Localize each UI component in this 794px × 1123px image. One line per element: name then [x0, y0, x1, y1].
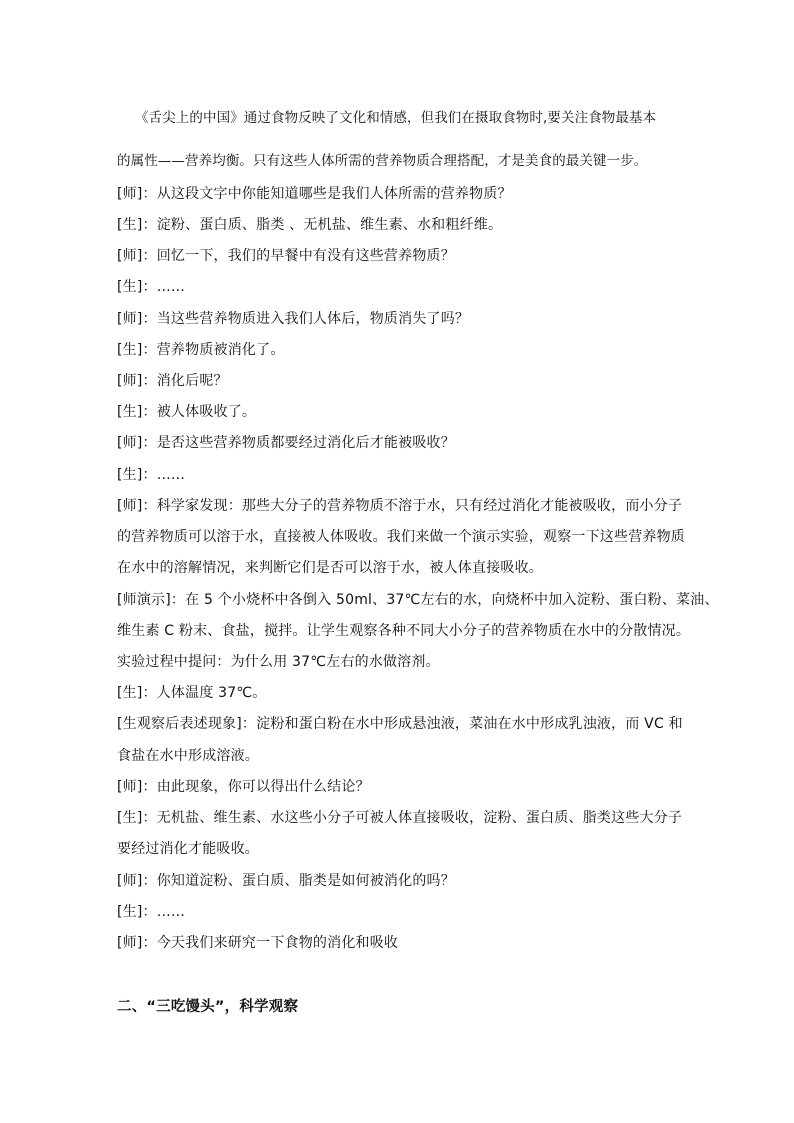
- dialogue-line: 的营养物质可以溶于水，直接被人体吸收。我们来做一个演示实验，观察一下这些营养物质: [117, 529, 685, 545]
- dialogue-line: [生观察后表述现象]：淀粉和蛋白粉在水中形成悬浊液，菜油在水中形成乳浊液，而 VC 和: [117, 716, 683, 732]
- dialogue-line: [生]：营养物质被消化了。: [117, 342, 285, 358]
- dialogue-line: [生]：人体温度 37℃。: [117, 685, 267, 701]
- dialogue-line: 在水中的溶解情况，来判断它们是否可以溶于水，被人体直接吸收。: [117, 560, 543, 576]
- dialogue-line: [师]：回忆一下，我们的早餐中有没有这些营养物质？: [117, 248, 455, 264]
- dialogue-line: [师]：消化后呢？: [117, 373, 228, 389]
- intro-paragraph-line: 《舌尖上的中国》通过食物反映了文化和情感，但我们在摄取食物时,要关注食物最基本: [135, 110, 657, 126]
- dialogue-line: [生]：……: [117, 279, 186, 295]
- dialogue-line: [师]：由此现象，你可以得出什么结论？: [117, 779, 370, 795]
- dialogue-line: [生]：……: [117, 904, 186, 920]
- dialogue-line: [生]：……: [117, 467, 186, 483]
- dialogue-line: [师]：你知道淀粉、蛋白质、脂类是如何被消化的吗？: [117, 873, 455, 889]
- intro-paragraph-line: 的属性——营养均衡。只有这些人体所需的营养物质合理搭配，才是美食的最关键一步。: [117, 153, 648, 169]
- dialogue-line: [师]：从这段文字中你能知道哪些是我们人体所需的营养物质？: [117, 186, 512, 202]
- dialogue-line: [师]：当这些营养物质进入我们人体后，物质消失了吗？: [117, 311, 470, 327]
- section-heading: 二、“三吃馒头”，科学观察: [117, 999, 299, 1015]
- dialogue-line: 实验过程中提问：为什么用 37℃左右的水做溶剂。: [117, 654, 440, 670]
- dialogue-line: [师]：是否这些营养物质都要经过消化后才能被吸收？: [117, 435, 455, 451]
- dialogue-line: [师演示]：在 5 个小烧杯中各倒入 50ml、37℃左右的水，向烧杯中加入淀粉、蛋白粉、菜油、: [117, 592, 719, 608]
- dialogue-line: [生]：被人体吸收了。: [117, 404, 257, 420]
- dialogue-line: [师]：科学家发现：那些大分子的营养物质不溶于水，只有经过消化才能被吸收，而小分子: [117, 498, 683, 514]
- dialogue-line: [师]：今天我们来研究一下食物的消化和吸收: [117, 935, 399, 951]
- dialogue-line: [生]：淀粉、蛋白质、脂类 、无机盐、维生素、水和粗纤维。: [117, 217, 503, 233]
- dialogue-line: 食盐在水中形成溶液。: [117, 748, 259, 764]
- dialogue-line: 维生素 C 粉末、食盐，搅拌。让学生观察各种不同大小分子的营养物质在水中的分散情况。: [117, 623, 691, 639]
- dialogue-line: 要经过消化才能吸收。: [117, 841, 259, 857]
- dialogue-line: [生]：无机盐、维生素、水这些小分子可被人体直接吸收，淀粉、蛋白质、脂类这些大分子: [117, 810, 683, 826]
